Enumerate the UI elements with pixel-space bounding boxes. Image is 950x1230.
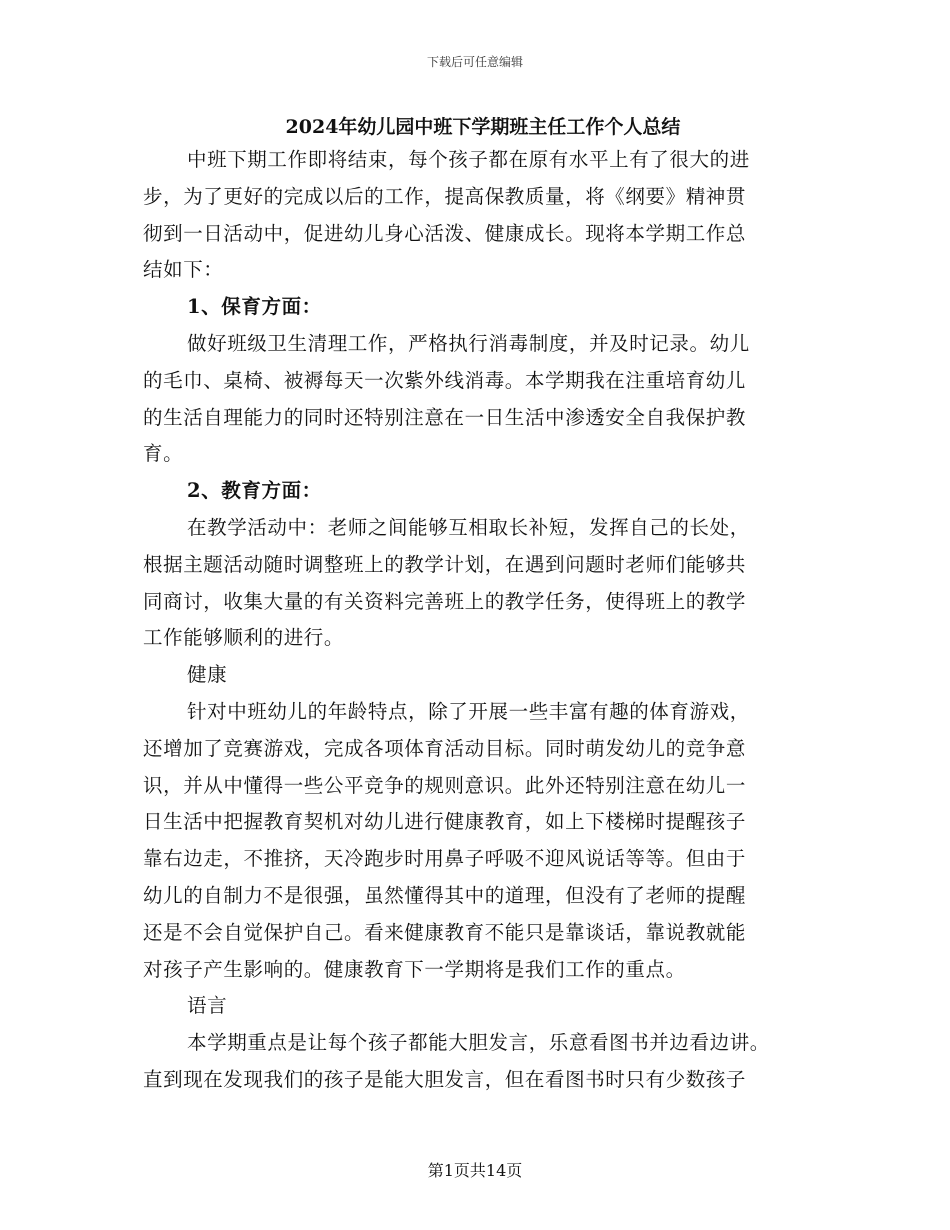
text-line: 的生活自理能力的同时还特别注意在一日生活中渗透安全自我保护教 [143,405,747,429]
text-line: 语言 [187,994,228,1018]
document-text [143,142,823,1099]
text-line: 的毛巾、桌椅、被褥每天一次紫外线消毒。本学期我在注重培育幼儿 [143,368,747,392]
text-line: 直到现在发现我们的孩子是能大胆发言，但在看图书时只有少数孩子 [143,1067,747,1091]
section-heading: 1、保育方面： [187,295,322,319]
text-line: 在教学活动中：老师之间能够互相取长补短，发挥自己的长处， [187,515,750,539]
text-line: 健康 [187,663,228,687]
text-line: 针对中班幼儿的年龄特点，除了开展一些丰富有趣的体育游戏， [187,699,750,723]
text-line: 彻到一日活动中，促进幼儿身心活泼、健康成长。现将本学期工作总 [143,221,747,245]
text-line: 识，并从中懂得一些公平竞争的规则意识。此外还特别注意在幼儿一 [143,773,747,797]
text-line: 步，为了更好的完成以后的工作，提高保教质量，将《纲要》精神贯 [143,184,747,208]
text-line: 结如下： [143,258,224,282]
text-line: 同商讨，收集大量的有关资料完善班上的教学任务，使得班上的教学 [143,589,747,613]
text-line: 工作能够顺利的进行。 [143,626,345,650]
text-line: 中班下期工作即将结束，每个孩子都在原有水平上有了很大的进 [187,148,750,171]
text-line: 还是不会自觉保护自己。看来健康教育不能只是靠谈话，靠说教就能 [143,920,747,944]
page-footer: 第1页共14页 [427,1161,523,1180]
text-line: 根据主题活动随时调整班上的教学计划，在遇到问题时老师们能够共 [143,552,747,576]
text-line: 育。 [143,442,184,466]
document-title: 2024年幼儿园中班下学期班主任工作个人总结 [285,116,681,138]
page-header: 下载后可任意编辑 [426,55,523,69]
text-line: 本学期重点是让每个孩子都能大胆发言，乐意看图书并边看边讲。 [187,1031,770,1055]
text-line: 对孩子产生影响的。健康教育下一学期将是我们工作的重点。 [143,957,686,981]
text-line: 幼儿的自制力不是很强，虽然懂得其中的道理，但没有了老师的提醒 [143,883,747,907]
text-line: 靠右边走，不推挤，天冷跑步时用鼻子呼吸不迎风说话等等。但由于 [143,847,747,871]
text-line: 日生活中把握教育契机对幼儿进行健康教育，如上下楼梯时提醒孩子 [143,810,747,834]
section-heading: 2、教育方面： [187,479,322,503]
document-body [143,112,823,1099]
text-line: 还增加了竞赛游戏，完成各项体育活动目标。同时萌发幼儿的竞争意 [143,736,747,760]
text-line: 做好班级卫生清理工作，严格执行消毒制度，并及时记录。幼儿 [187,331,750,355]
